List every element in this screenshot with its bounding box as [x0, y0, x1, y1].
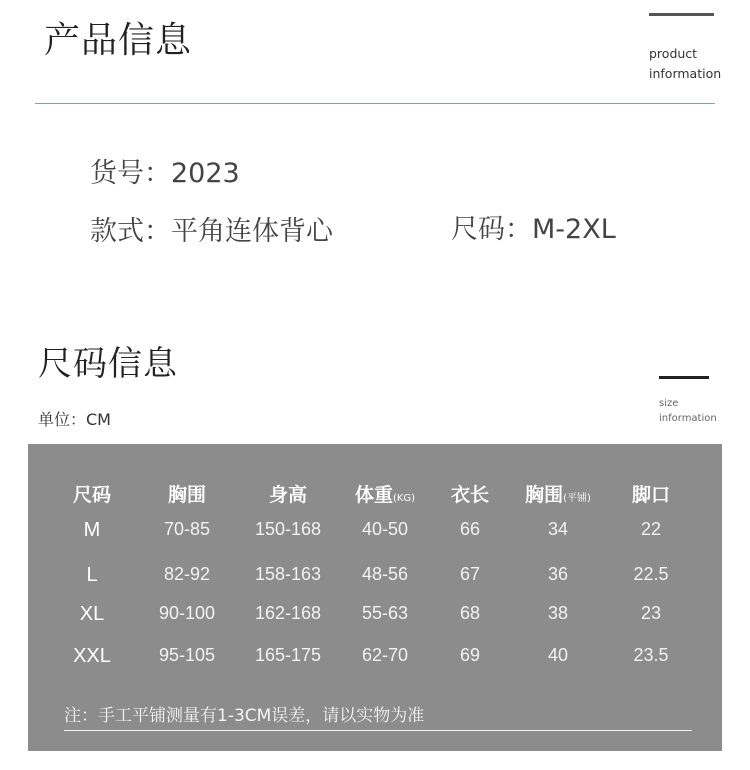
table-header-0	[73, 480, 111, 507]
product-info-english-label	[649, 44, 721, 84]
table-size-cell: M	[83, 519, 101, 541]
table-cell: 62-70	[361, 645, 409, 665]
table-header-3	[355, 480, 415, 507]
table-header-label: 脚口	[631, 484, 671, 506]
table-header-sublabel: (KG)	[392, 493, 416, 504]
table-size-cell: XXL	[73, 645, 111, 667]
table-header-1	[168, 480, 206, 507]
table-cell: 48-56	[361, 564, 409, 584]
table-header-label: 尺码	[72, 484, 112, 506]
table-cell: 67	[459, 564, 481, 584]
table-cell: 38	[547, 603, 569, 623]
size-english-line1: size	[659, 398, 679, 409]
table-cell: 162-168	[254, 603, 322, 623]
english-label-line1: product	[649, 46, 698, 61]
table-header-6	[632, 480, 670, 507]
table-size-cell: XL	[79, 603, 105, 625]
table-cell: 22.5	[633, 564, 669, 584]
table-header-label: 体重	[354, 484, 393, 506]
table-cell: 40-50	[361, 519, 409, 539]
table-cell: 150-168	[254, 519, 322, 539]
style-info	[90, 209, 333, 248]
table-cell: 36	[547, 564, 569, 584]
table-header-label: 衣长	[450, 484, 490, 506]
article-number	[90, 151, 240, 190]
size-info-english-label	[659, 396, 717, 426]
table-header-sublabel: (平铺)	[563, 493, 591, 504]
table-cell: 70-85	[163, 519, 211, 539]
article-number-label: 货号：	[90, 158, 171, 189]
table-header-label: 胸围	[167, 484, 207, 506]
size-range-label: 尺码：	[451, 214, 532, 245]
table-cell: 40	[547, 645, 569, 665]
table-cell: 158-163	[254, 564, 322, 584]
unit-label: 单位：CM	[38, 410, 111, 429]
table-cell: 82-92	[163, 564, 211, 584]
table-cell: 68	[459, 603, 481, 623]
size-range-info	[451, 207, 616, 246]
table-cell: 90-100	[158, 603, 216, 623]
table-cell: 66	[459, 519, 481, 539]
table-cell: 95-105	[158, 645, 216, 665]
english-label-line2: information	[649, 66, 722, 81]
table-cell: 69	[459, 645, 481, 665]
section-divider	[35, 103, 715, 104]
size-english-line2: information	[659, 413, 717, 424]
table-cell: 22	[640, 519, 662, 539]
size-range-value: M-2XL	[532, 214, 616, 245]
table-cell: 23	[640, 603, 662, 623]
table-header-label: 胸围	[525, 484, 564, 506]
measurement-note: 注：手工平铺测量有1-3CM误差，请以实物为准	[64, 706, 425, 726]
table-size-cell: L	[86, 564, 98, 586]
table-cell: 165-175	[254, 645, 322, 665]
table-header-4	[451, 480, 489, 507]
table-cell: 34	[547, 519, 569, 539]
table-cell: 23.5	[633, 645, 669, 665]
title-accent-bar	[649, 13, 714, 16]
table-cell: 55-63	[361, 603, 409, 623]
note-underline	[64, 730, 692, 731]
product-info-title: 产品信息	[44, 20, 193, 61]
size-accent-bar	[659, 376, 709, 379]
size-info-title: 尺码信息	[38, 344, 178, 384]
article-number-value: 2023	[171, 158, 240, 189]
table-header-5	[525, 480, 591, 507]
style-label: 款式：	[90, 216, 171, 247]
table-header-2	[269, 480, 307, 507]
table-header-label: 身高	[268, 484, 308, 506]
style-value: 平角连体背心	[171, 216, 333, 247]
